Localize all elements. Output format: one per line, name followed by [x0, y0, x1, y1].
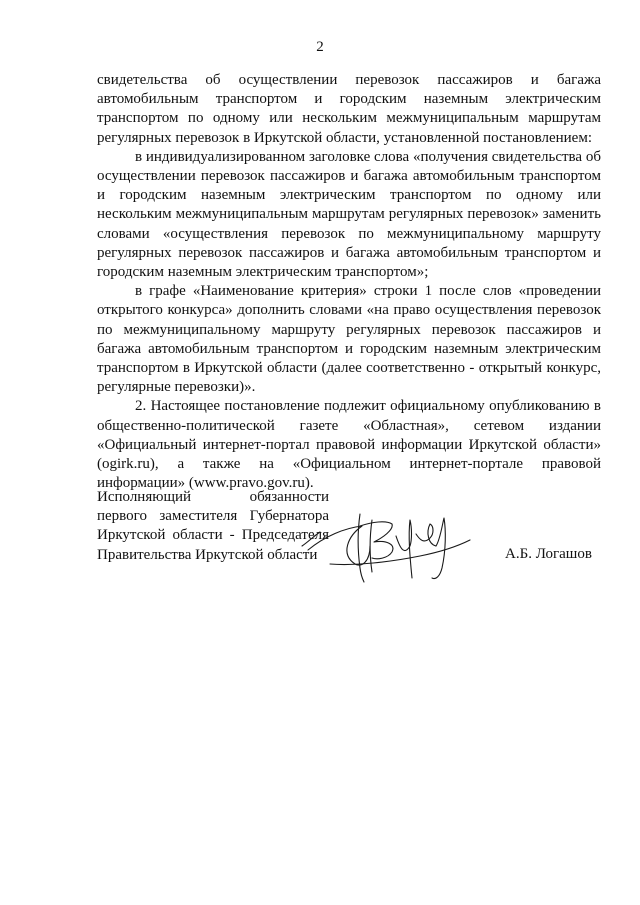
signatory-title-line: Правительства Иркутской области — [97, 546, 318, 563]
signatory-title-line: Исполняющий обязанности — [97, 489, 329, 505]
document-body — [97, 71, 601, 493]
signatory-title — [97, 488, 329, 565]
page-number: 2 — [316, 39, 324, 55]
signatory-title-line: первого заместителя Губернатора — [97, 508, 329, 525]
paragraph-publication: 2. Настоящее постановление подлежит официальному опубликованию в общественно-политической газете «Областная», сетевом издании «Официальный интернет-портал правовой информации Иркутской области» (ogirk.ru), а также на «Официальном интернет-портале правовой информации» (www.pravo.gov.ru). — [97, 398, 601, 492]
paragraph-criterion-amendment: в графе «Наименование критерия» строки 1 после слов «проведении открытого конкурса» дополнить словами «на право осуществления перевозок по межмуниципальному маршруту регулярных перевозок пассажиров и багажа автомобильным транспортом и городским наземным электрическим транспортом в Иркутской области (далее соответственно - открытый конкурс, регулярные перевозки)». — [97, 283, 601, 396]
signatory-name: А.Б. Логашов — [505, 546, 592, 562]
handwritten-signature-icon — [300, 506, 475, 588]
paragraph-continuation: свидетельства об осуществлении перевозок пассажиров и багажа автомобильным транспортом и городским наземным электрическим транспортом по одному или нескольким межмуниципальным маршрутам регулярных перевозок в Иркутской области, установленной постановлением: — [97, 72, 601, 146]
paragraph-heading-amendment: в индивидуализированном заголовке слова «получения свидетельства об осуществлении перевозок пассажиров и багажа автомобильным транспортом и городским наземным электрическим транспортом по одному или нескольким межмуниципальным маршрутам регулярных перевозок» заменить словами «осуществления перевозок по межмуниципальному маршруту регулярных перевозок пассажиров и багажа автомобильным транспортом и городским наземным электрическим транспортом»; — [97, 148, 601, 281]
signatory-title-line: Иркутской области - Председателя — [97, 527, 329, 544]
